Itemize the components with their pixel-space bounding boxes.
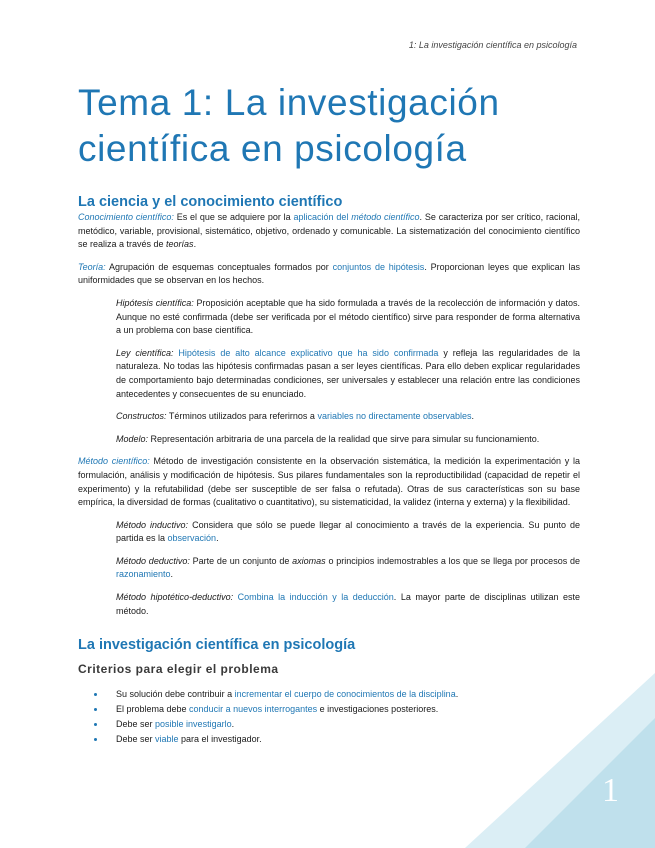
paragraph-inductivo [116, 519, 580, 546]
text: . [455, 689, 459, 700]
text: Representación arbitraria de una parcela de la realidad que sirve para simular su funcionamiento. [148, 433, 540, 444]
highlight: posible investigarlo [155, 719, 232, 730]
paragraph-deductivo [116, 555, 580, 582]
text: Agrupación de esquemas conceptuales formados por [105, 261, 333, 272]
paragraph-constructos [116, 410, 580, 424]
paragraph-conocimiento [78, 211, 580, 252]
text: o principios indemostrables a los que se llega por procesos de [325, 555, 580, 566]
text: e investigaciones posteriores. [317, 704, 439, 715]
paragraph-hipotetico [116, 591, 580, 618]
page-title: Tema 1: La investigación científica en psicología [78, 82, 500, 169]
paragraph-ley [116, 347, 580, 401]
text: Debe ser [116, 719, 156, 730]
text: para el investigador. [178, 734, 262, 745]
paragraph-hipotesis [116, 297, 580, 338]
highlight-metodo: método científico [351, 212, 420, 222]
text: . Se caracteriza por ser crítico, racional, metódico, variable, provisional, sistemático, objetivo, ordenado y comunicable. La sistematización del conocimiento científico se realiza a través de [78, 212, 581, 250]
page-number: 1 [602, 772, 619, 809]
subheading-criterios: Criterios para elegir el problema [78, 662, 279, 677]
main-content [78, 193, 580, 747]
highlight: viable [155, 734, 179, 745]
highlight: conducir a nuevos interrogantes [189, 704, 318, 715]
term-hipotesis: Hipótesis científica: [116, 297, 194, 308]
highlight-observacion: observación [167, 533, 217, 544]
text: Método de investigación consistente en la observación sistemática, la medición la experimentación y la formulación, análisis y modificación de hipótesis. Sus pilares fundamentales son la reproductibilidad (capacidad de repetir el experimento) y la refutabilidad (debe ser susceptible de ser falsa o refutada). Otras de sus características son su base empírica, la diversidad de formas (cualitativo o cuantitativo), su sistematicidad, la validez (interna y externa) y la flexibilidad. [78, 456, 580, 508]
highlight-hipotesis: conjuntos de hipótesis [332, 261, 425, 272]
text: Debe ser [116, 734, 156, 745]
running-header: 1: La investigación científica en psicología [408, 40, 577, 50]
term-ley: Ley científica: [116, 347, 174, 358]
term-constructos: Constructos: [116, 411, 167, 422]
highlight-ley: Hipótesis de alto alcance explicativo que ha sido confirmada [173, 347, 439, 358]
highlight-combina: Combina la inducción y la deducción [233, 592, 394, 603]
text: Proposición aceptable que ha sido formulada a través de la recolección de información y datos. Aunque no esté confirmada (debe ser verificada por el método científico) sirve para responder de forma alternativa a un problema con base científica. [116, 297, 580, 336]
text: . [471, 411, 475, 422]
text: Su solución debe contribuir a [116, 689, 235, 700]
emphasis-teorias: teorías [166, 239, 194, 250]
text: . [231, 719, 235, 730]
term-metodo: Método científico: [78, 456, 150, 467]
section-heading-investigacion: La investigación científica en psicología [78, 637, 356, 654]
text: y refleja las regularidades de la naturaleza. No todas las hipótesis confirmadas pasan a ser leyes científicas. Para ello deben explicar regularidades de comportamiento bajo determinadas condiciones, ser universales y establecer una relación entre las condiciones antecedentes y consecuentes de su enunciado. [116, 347, 580, 399]
term-conocimiento: Conocimiento científico: [78, 212, 174, 222]
text: . [216, 533, 219, 544]
paragraph-metodo [78, 455, 580, 509]
corner-decoration [465, 673, 655, 848]
term-teoria: Teoría: [78, 261, 106, 272]
text: . Proporcionan leyes que explican las uniformidades que se observan en los hechos. [78, 261, 581, 286]
text: Es el que se adquiere por la [173, 212, 294, 222]
text: El problema debe [116, 704, 190, 715]
term-hipotetico: Método hipotético-deductivo: [116, 592, 234, 603]
highlight-aplicacion: aplicación del [293, 212, 352, 222]
highlight-razonamiento: razonamiento [116, 569, 171, 580]
section-heading-ciencia: La ciencia y el conocimiento científico [78, 194, 343, 210]
paragraph-modelo [116, 433, 580, 447]
highlight-variables: variables no directamente observables [317, 411, 472, 422]
term-modelo: Modelo: [116, 433, 149, 444]
text: . [193, 239, 197, 250]
paragraph-teoria [78, 261, 580, 288]
text: Términos utilizados para referirnos a [166, 411, 318, 422]
text: Considera que sólo se puede llegar al conocimiento a través de la experiencia. Su punto de partida es la [116, 519, 581, 544]
term-inductivo: Método inductivo: [116, 519, 189, 530]
highlight: incrementar el cuerpo de conocimientos de la disciplina [234, 689, 456, 700]
text: . La mayor parte de disciplinas utilizan este método. [116, 592, 581, 616]
term-deductivo: Método deductivo: [116, 555, 190, 566]
text: . [170, 569, 174, 580]
emphasis-axiomas: axiomas [292, 555, 326, 566]
text: Parte de un conjunto de [189, 555, 293, 566]
